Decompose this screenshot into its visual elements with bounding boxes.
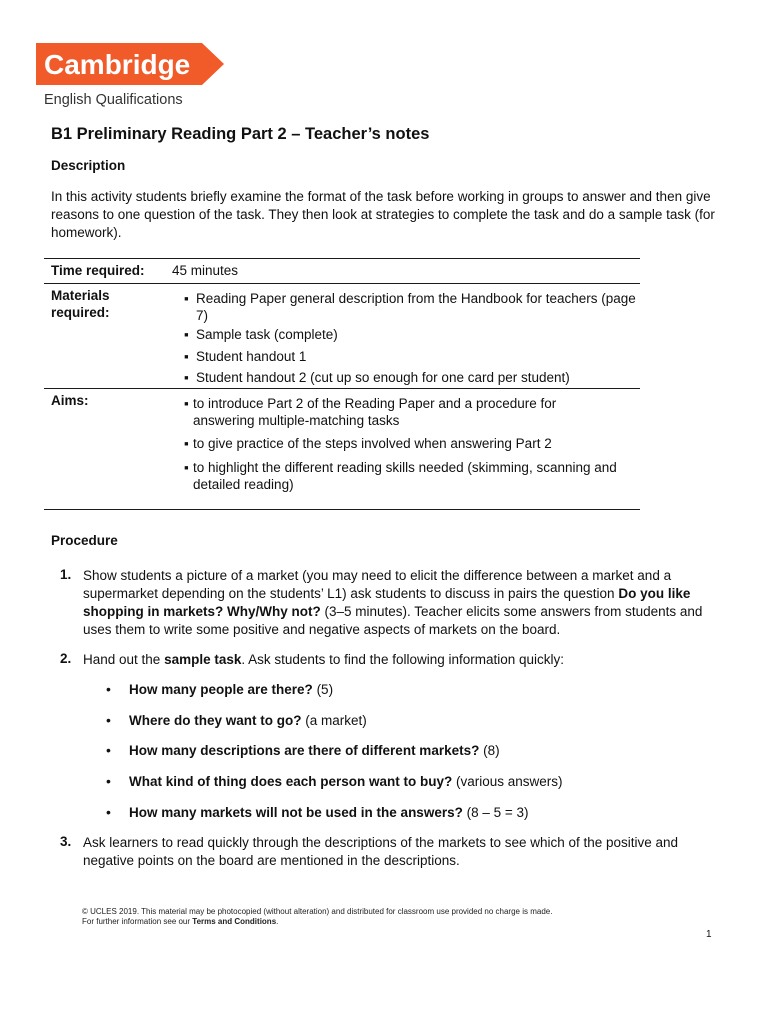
question-text: How many markets will not be used in the answers? — [129, 805, 463, 820]
brand-subtitle: English Qualifications — [44, 92, 183, 108]
materials-item-text: Student handout 1 — [196, 349, 307, 364]
terms-suffix: . — [276, 917, 279, 926]
procedure-heading: Procedure — [51, 533, 118, 548]
square-bullet-icon: ▪ — [184, 349, 189, 364]
question-item — [129, 713, 367, 728]
question-answer: (8 – 5 = 3) — [462, 805, 529, 820]
aims-item-text: to highlight the different reading skills needed (skimming, scanning and detailed reading) — [193, 460, 617, 492]
terms-prefix: For further information see our — [82, 917, 193, 926]
step-2-bold: sample task — [164, 652, 242, 667]
step-2-text-a: Hand out the — [83, 652, 165, 667]
question-answer: (a market) — [301, 713, 367, 728]
question-text: What kind of thing does each person want to buy? — [129, 774, 453, 789]
square-bullet-icon: ▪ — [184, 396, 189, 411]
aims-item — [184, 435, 654, 452]
copyright-footer — [82, 907, 552, 927]
square-bullet-icon: ▪ — [184, 436, 189, 451]
time-required-value: 45 minutes — [172, 263, 239, 278]
materials-item-text: Sample task (complete) — [196, 327, 338, 342]
logo-wordmark: Cambridge — [44, 49, 191, 80]
step-3-text: Ask learners to read quickly through the descriptions of the markets to see which of the positive and negative points on the board are mentioned in the descriptions. — [83, 835, 679, 868]
step-number: 2. — [60, 651, 72, 666]
question-item — [129, 774, 563, 789]
materials-label-line: required: — [51, 305, 110, 320]
bullet-dot-icon: • — [106, 681, 111, 697]
aims-item — [184, 395, 604, 429]
materials-item — [184, 326, 654, 343]
table-rule-bottom — [44, 509, 640, 510]
step-2-text — [83, 651, 713, 669]
square-bullet-icon: ▪ — [184, 370, 189, 385]
question-text: How many people are there? — [129, 682, 313, 697]
bullet-dot-icon: • — [106, 804, 111, 820]
materials-item-text: Student handout 2 (cut up so enough for one card per student) — [196, 370, 570, 385]
materials-label — [51, 287, 110, 321]
table-rule — [44, 388, 640, 389]
terms-line — [82, 917, 552, 927]
page-title: B1 Preliminary Reading Part 2 – Teacher’s notes — [51, 125, 430, 143]
question-item — [129, 743, 500, 758]
time-required-label: Time required: — [51, 263, 145, 278]
square-bullet-icon: ▪ — [184, 460, 189, 475]
step-1-text — [83, 567, 713, 639]
question-text: Where do they want to go? — [129, 713, 302, 728]
step-2-text-b: . Ask students to find the following information quickly: — [241, 652, 565, 667]
bullet-dot-icon: • — [106, 742, 111, 758]
aims-item-text: to introduce Part 2 of the Reading Paper and a procedure for answering multiple-matching tasks — [193, 396, 557, 428]
description-heading: Description — [51, 158, 126, 173]
materials-item — [184, 348, 654, 365]
aims-label: Aims: — [51, 393, 89, 408]
question-answer: (various answers) — [452, 774, 563, 789]
page-number: 1 — [706, 929, 712, 940]
materials-item — [184, 369, 654, 386]
step-1-question: Do you like shopping in markets? Why/Why not? — [83, 586, 691, 619]
question-item — [129, 682, 333, 697]
question-answer: (8) — [479, 743, 500, 758]
aims-item — [184, 459, 654, 493]
table-rule-top — [44, 258, 640, 259]
square-bullet-icon: ▪ — [184, 327, 189, 342]
question-item — [129, 805, 529, 820]
copyright-line: © UCLES 2019. This material may be photocopied (without alteration) and distributed for classroom use provided no charge is made. — [82, 907, 553, 916]
square-bullet-icon: ▪ — [184, 291, 189, 306]
step-1-text-a: Show students a picture of a market (you may need to elicit the difference between a market and a supermarket depending on the students’ L1) ask students to discuss in pairs the question — [83, 568, 672, 601]
question-answer: (5) — [312, 682, 334, 697]
step-1-text-b: (3–5 minutes). Teacher elicits some answers from students and uses them to write some positive and negative aspects of markets on the board. — [83, 604, 703, 637]
materials-label-line: Materials — [51, 288, 110, 303]
cambridge-logo — [36, 43, 224, 85]
bullet-dot-icon: • — [106, 712, 111, 728]
step-number: 3. — [60, 834, 72, 849]
bullet-dot-icon: • — [106, 773, 111, 789]
terms-link[interactable]: Terms and Conditions — [192, 917, 277, 926]
question-text: How many descriptions are there of different markets? — [129, 743, 480, 758]
table-rule — [44, 283, 640, 284]
aims-item-text: to give practice of the steps involved when answering Part 2 — [193, 436, 552, 451]
materials-item — [184, 290, 654, 324]
step-number: 1. — [60, 567, 72, 582]
description-text: In this activity students briefly examine the format of the task before working in groups to answer and then give reasons to one question of the task. They then look at strategies to complete the task and do a sample task (for homework). — [51, 189, 715, 240]
materials-item-text: Reading Paper general description from the Handbook for teachers (page 7) — [196, 291, 636, 323]
